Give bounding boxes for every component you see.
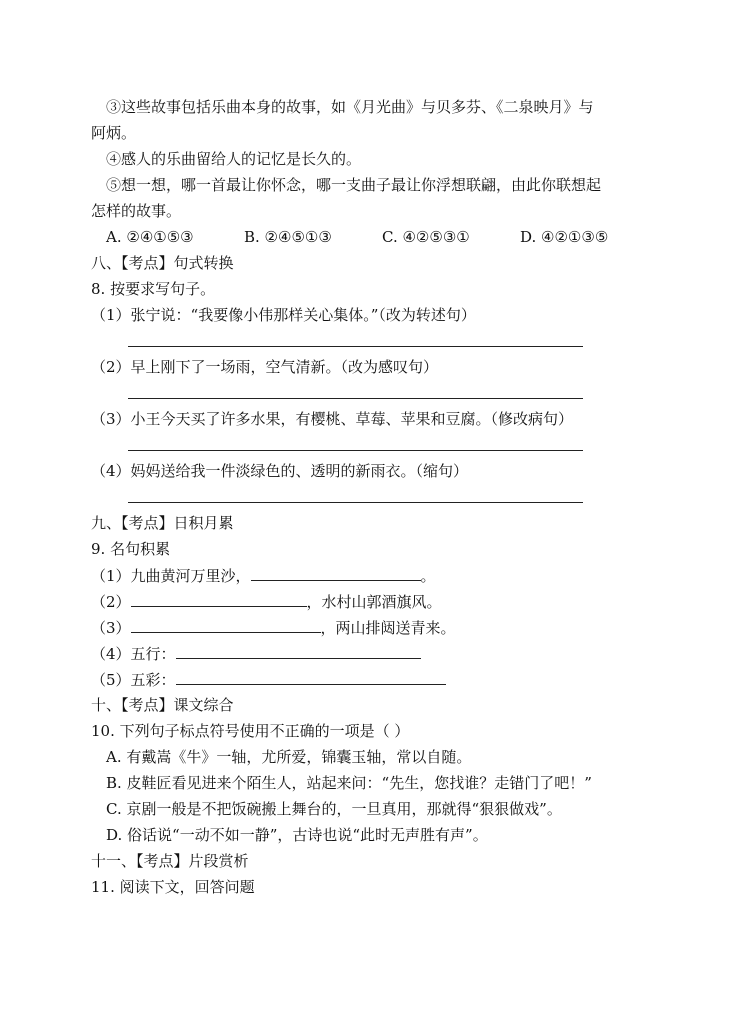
- s9-item-2: [91, 591, 442, 612]
- s9-item-4: [91, 643, 421, 664]
- s8-heading: 八、【考点】句式转换: [91, 254, 234, 272]
- s9-item3-prefix: （3）: [91, 619, 131, 637]
- s9-item1-prefix: （1）九曲黄河万里沙，: [91, 567, 251, 585]
- s9-item-3: [91, 617, 456, 638]
- s9-item2-suffix: ，水村山郭酒旗风。: [306, 593, 442, 611]
- s9-item4-prefix: （4）五行：: [91, 645, 176, 663]
- s8-answer-line-1[interactable]: [128, 346, 583, 347]
- s10-option-a: A. 有戴嵩《牛》一轴，尤所爱，锦囊玉轴，常以自随。: [106, 748, 472, 766]
- s9-item3-blank[interactable]: [131, 617, 321, 633]
- s9-item2-blank[interactable]: [131, 591, 307, 607]
- s9-heading: 九、【考点】日积月累: [91, 514, 234, 532]
- s10-option-c: C. 京剧一般是不把饭碗搬上舞台的，一旦真用，那就得“狠狠做戏”。: [106, 800, 562, 818]
- s8-item-3: （3）小王今天买了许多水果，有樱桃、草莓、苹果和豆腐。（修改病句）: [91, 410, 574, 428]
- s9-item-5: [91, 669, 446, 690]
- s11-heading: 十一、【考点】片段赏析: [91, 852, 249, 870]
- q7-option-c: C. ④②⑤③①: [382, 228, 470, 246]
- s8-answer-line-4[interactable]: [128, 502, 583, 503]
- s9-item5-blank[interactable]: [176, 669, 446, 685]
- q7-options: [106, 227, 608, 247]
- s8-item-1: （1）张宁说：“我要像小伟那样关心集体。”（改为转述句）: [91, 306, 476, 324]
- s9-item-1: [91, 565, 436, 586]
- q7-item3-line1: ③这些故事包括乐曲本身的故事，如《月光曲》与贝多芬、《二泉映月》与: [106, 98, 594, 116]
- s8-question-title: 8. 按要求写句子。: [91, 280, 216, 298]
- s9-item1-blank[interactable]: [251, 565, 421, 581]
- q7-option-a: A. ②④①⑤③: [106, 228, 194, 246]
- s9-item1-suffix: 。: [420, 567, 436, 585]
- s8-answer-line-3[interactable]: [128, 450, 583, 451]
- s10-heading: 十、【考点】课文综合: [91, 696, 234, 714]
- s10-question-title: 10. 下列句子标点符号使用不正确的一项是（ ）: [91, 722, 410, 740]
- q7-item5-line1: ⑤想一想，哪一首最让你怀念，哪一支曲子最让你浮想联翩，由此你联想起: [106, 176, 602, 194]
- s8-item-2: （2）早上刚下了一场雨，空气清新。（改为感叹句）: [91, 358, 439, 376]
- s10-option-d: D. 俗话说“一动不如一静”，古诗也说“此时无声胜有声”。: [106, 826, 488, 844]
- s9-item3-suffix: ，两山排闼送青来。: [320, 619, 456, 637]
- s9-item5-prefix: （5）五彩：: [91, 671, 176, 689]
- s9-item4-blank[interactable]: [176, 643, 421, 659]
- s9-question-title: 9. 名句积累: [91, 540, 171, 558]
- s10-option-b: B. 皮鞋匠看见进来个陌生人，站起来问：“先生，您找谁？走错门了吧！”: [106, 774, 592, 792]
- s11-question-title: 11. 阅读下文，回答问题: [91, 878, 255, 896]
- q7-option-d: D. ④②①③⑤: [520, 228, 609, 246]
- s9-item2-prefix: （2）: [91, 593, 131, 611]
- q7-option-b: B. ②④⑤①③: [244, 228, 332, 246]
- s8-answer-line-2[interactable]: [128, 398, 583, 399]
- q7-item5-line2: 怎样的故事。: [91, 202, 182, 220]
- q7-item4: ④感人的乐曲留给人的记忆是长久的。: [106, 150, 362, 168]
- s8-item-4: （4）妈妈送给我一件淡绿色的、透明的新雨衣。（缩句）: [91, 462, 469, 480]
- q7-item3-line2: 阿炳。: [91, 124, 137, 142]
